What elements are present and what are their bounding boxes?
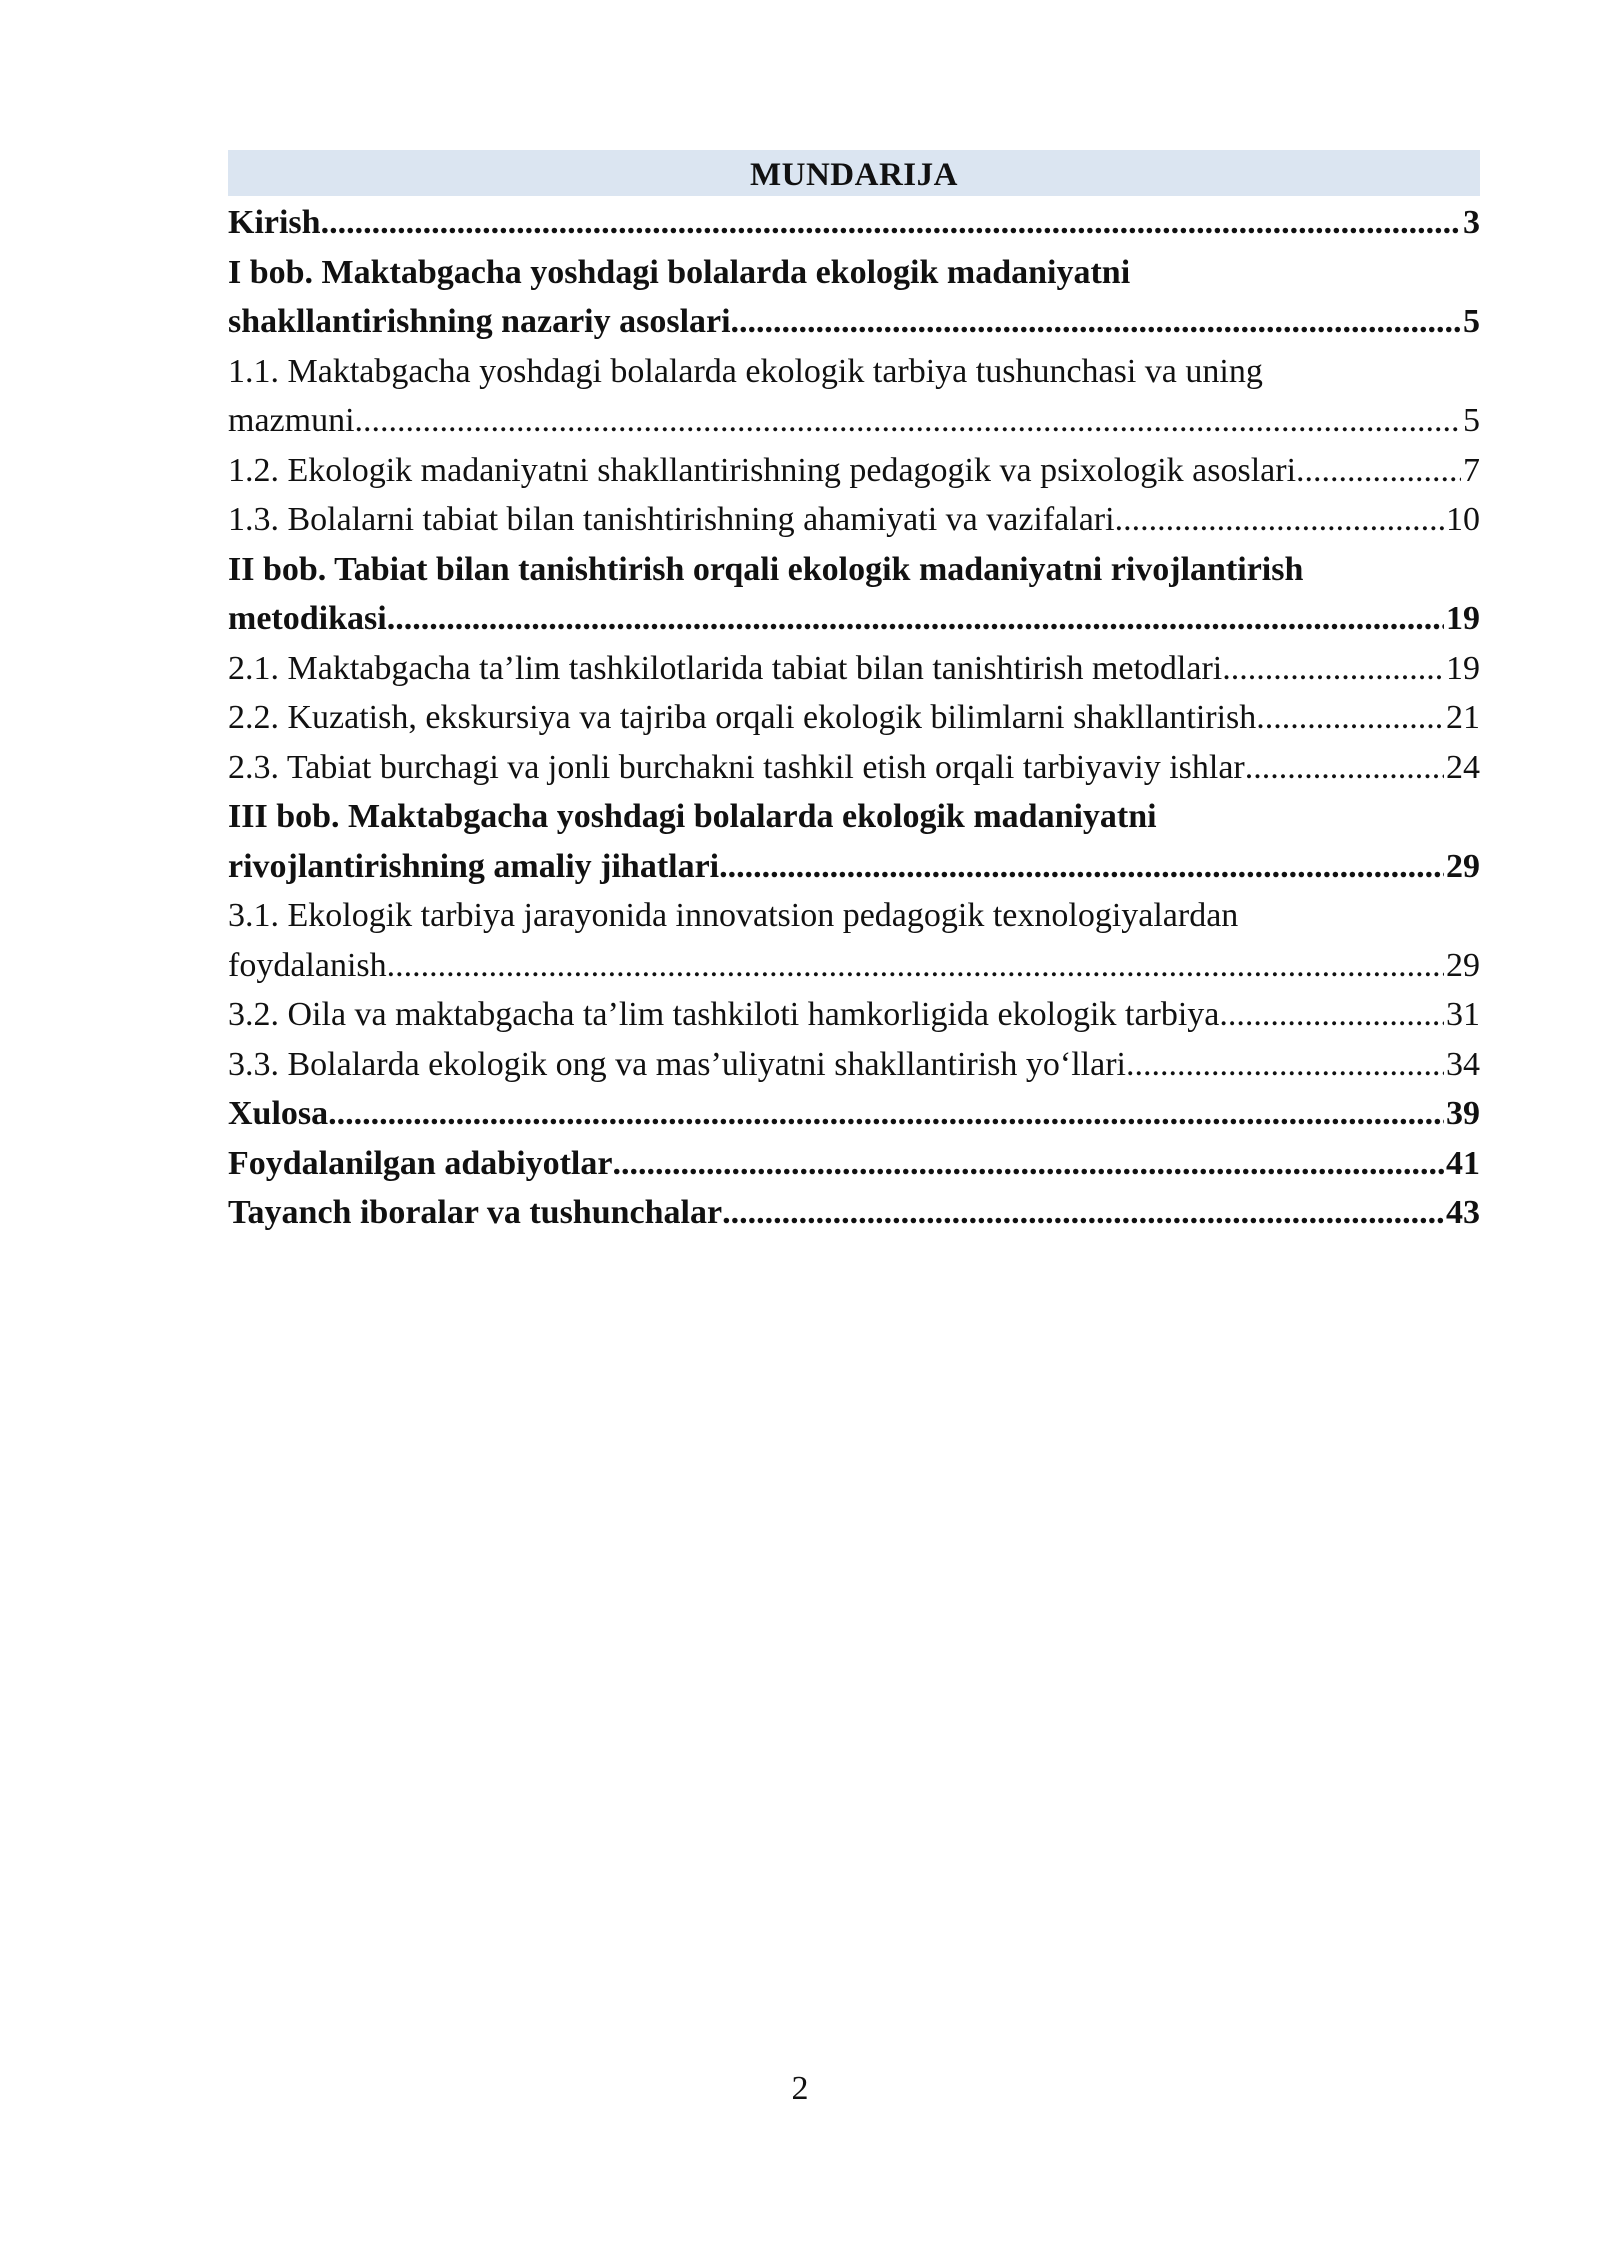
toc-entry-text: 2.1. Maktabgacha ta’lim tashkilotlarida tabiat bilan tanishtirish metodlari (228, 649, 1223, 687)
dot-leader (731, 297, 1461, 347)
toc-entry-text: Kirish (228, 204, 321, 241)
toc-entry-page: 7 (1463, 451, 1480, 489)
dot-leader (1222, 644, 1444, 694)
toc-entry-page: 19 (1446, 649, 1480, 687)
toc-entry-page: 19 (1446, 600, 1480, 637)
toc-entry-page: 3 (1463, 204, 1480, 241)
toc-entry-text: foydalanish (228, 946, 387, 984)
page-number: 2 (791, 2070, 809, 2107)
toc-entry-1-2[interactable] (228, 446, 1480, 496)
toc-entry-text: mazmuni (228, 402, 355, 439)
dot-leader (722, 1188, 1444, 1238)
toc-entry-2-1[interactable] (228, 644, 1480, 694)
toc-entry-1-3[interactable] (228, 495, 1480, 545)
dot-leader (1115, 495, 1444, 545)
toc-entry-page: 21 (1446, 699, 1480, 736)
table-of-contents (228, 150, 1480, 1238)
dot-leader (328, 1089, 1444, 1139)
toc-entry-line1: III bob. Maktabgacha yoshdagi bolalarda ekologik madaniyatni (228, 798, 1157, 835)
toc-entry-chapter-3[interactable] (228, 792, 1480, 891)
toc-entry-tayanch-iboralar[interactable] (228, 1188, 1480, 1238)
dot-leader (1126, 1040, 1444, 1090)
dot-leader (355, 396, 1461, 446)
dot-leader (321, 198, 1461, 248)
dot-leader (612, 1139, 1444, 1189)
toc-entry-2-3[interactable] (228, 743, 1480, 793)
toc-entry-text: 3.2. Oila va maktabgacha ta’lim tashkiloti hamkorligida ekologik tarbiya (228, 996, 1220, 1033)
toc-entry-kirish[interactable] (228, 198, 1480, 248)
toc-entry-2-2[interactable] (228, 693, 1480, 743)
toc-entry-page: 41 (1446, 1144, 1480, 1182)
toc-entry-text: metodikasi (228, 600, 387, 637)
toc-entry-adabiyotlar[interactable] (228, 1139, 1480, 1189)
dot-leader (387, 941, 1444, 991)
toc-entry-page: 34 (1446, 1045, 1480, 1083)
dot-leader (1245, 743, 1444, 793)
toc-entry-line1: 1.1. Maktabgacha yoshdagi bolalarda ekologik tarbiya tushunchasi va uning (228, 352, 1263, 390)
toc-entry-page: 29 (1446, 847, 1480, 885)
toc-entry-chapter-1[interactable] (228, 248, 1480, 347)
toc-entry-text: rivojlantirishning amaliy jihatlari (228, 847, 720, 885)
dot-leader (387, 594, 1444, 644)
toc-entry-line1: II bob. Tabiat bilan tanishtirish orqali ekologik madaniyatni rivojlantirish (228, 550, 1304, 588)
toc-entry-3-2[interactable] (228, 990, 1480, 1040)
dot-leader (719, 842, 1444, 892)
toc-entry-page: 39 (1446, 1095, 1480, 1132)
toc-entry-page: 43 (1446, 1194, 1480, 1231)
toc-entry-page: 31 (1446, 996, 1480, 1033)
toc-entry-page: 5 (1463, 303, 1480, 340)
toc-entry-xulosa[interactable] (228, 1089, 1480, 1139)
dot-leader (1296, 446, 1461, 496)
toc-entry-page: 10 (1446, 501, 1480, 538)
toc-entry-line1: I bob. Maktabgacha yoshdagi bolalarda ekologik madaniyatni (228, 253, 1131, 291)
toc-entry-text: Tayanch iboralar va tushunchalar (228, 1194, 723, 1231)
toc-entry-page: 5 (1463, 402, 1480, 439)
toc-entry-3-3[interactable] (228, 1040, 1480, 1090)
toc-entry-3-1[interactable] (228, 891, 1480, 990)
toc-entry-page: 24 (1446, 748, 1480, 786)
toc-entry-text: 3.3. Bolalarda ekologik ong va mas’uliyatni shakllantirish yo‘llari (228, 1045, 1126, 1083)
toc-entry-page: 29 (1446, 946, 1480, 984)
toc-entry-text: Xulosa (228, 1095, 329, 1132)
toc-entry-line1: 3.1. Ekologik tarbiya jarayonida innovatsion pedagogik texnologiyalardan (228, 897, 1239, 934)
toc-entry-text: 2.2. Kuzatish, ekskursiya va tajriba orqali ekologik bilimlarni shakllantirish (228, 699, 1257, 736)
toc-entry-text: 2.3. Tabiat burchagi va jonli burchakni tashkil etish orqali tarbiyaviy ishlar (228, 748, 1245, 786)
toc-entry-text: shakllantirishning nazariy asoslari (228, 303, 731, 340)
dot-leader (1256, 693, 1444, 743)
toc-entry-text: 1.2. Ekologik madaniyatni shakllantirishning pedagogik va psixologik asoslari (228, 451, 1297, 489)
toc-entry-text: 1.3. Bolalarni tabiat bilan tanishtirishning ahamiyati va vazifalari (228, 501, 1115, 538)
toc-entry-1-1[interactable] (228, 347, 1480, 446)
dot-leader (1219, 990, 1444, 1040)
toc-title: MUNDARIJA (228, 150, 1480, 196)
toc-entry-text: Foydalanilgan adabiyotlar (228, 1144, 613, 1182)
toc-entry-chapter-2[interactable] (228, 545, 1480, 644)
